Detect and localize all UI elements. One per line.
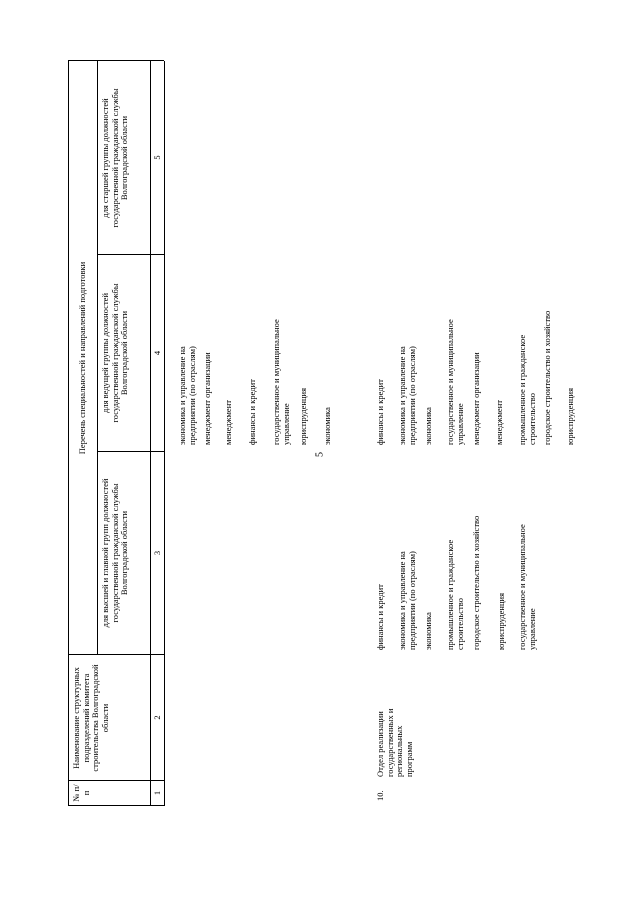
table-top-border (68, 61, 69, 806)
col-border-1-2 (68, 780, 164, 781)
row1-col4-item-5: государственное и муниципальное управление (271, 319, 291, 445)
numbering-col4: 4 (152, 350, 162, 356)
numbering-col5: 5 (152, 155, 162, 160)
header-group-title: Перечень специальностей и направлений подготовки (77, 261, 87, 455)
numbering-col2: 2 (152, 715, 162, 720)
numbering-bottom-line (164, 61, 165, 806)
row1-col4-item-4: финансы и кредит (247, 379, 257, 445)
row2-number: 10. (375, 790, 385, 801)
row1-col4-item-1: экономика и управление на предприятии (по отраслям) (177, 346, 197, 445)
row1-col4-item-6: юриспруденция (298, 388, 308, 445)
row2-col3-item-1: финансы и кредит (375, 584, 385, 650)
row2-col3-item-3: экономика (423, 612, 433, 650)
row2-col3-item-6: юриспруденция (496, 593, 506, 650)
row2-col3-item-5: городское строительство и хозяйство (471, 515, 481, 650)
row2-department-name: Отдел реализации государственных и региональных программ (375, 708, 414, 777)
row2-col4-item-3: экономика (423, 407, 433, 445)
row2-col4-item-5: менеджмент организации (471, 352, 481, 445)
col-border-right (68, 60, 164, 61)
row2-col3-item-7: государственное и муниципальное управление (517, 524, 537, 650)
row1-col4-item-7: экономика (322, 407, 332, 445)
header-col5: для старшей группы должностей государственной гражданской службы Волгоградской области (100, 88, 129, 228)
header-col4: для ведущей группы должностей государственной гражданской службы Волгоградской области (100, 283, 129, 423)
row2-col4-item-1: финансы и кредит (375, 379, 385, 445)
row1-col4-item-3: менеджмент (223, 400, 233, 445)
header-col2: Наименование структурных подразделений комитета строительства Волгоградской области (71, 664, 110, 772)
row2-col4-item-6: менеджмент (494, 400, 504, 445)
row2-col3-item-2: экономика и управление на предприятии (по отраслям) (397, 551, 417, 650)
col-border-2-3 (68, 654, 164, 655)
header-bottom-line (150, 61, 151, 806)
row2-col3-item-4: промышленное и гражданское строительство (445, 539, 465, 650)
row2-col4-item-2: экономика и управление на предприятии (по отраслям) (397, 346, 417, 445)
row2-col4-item-8: городское строительство и хозяйство (542, 310, 552, 445)
row2-col4-item-9: юриспруденция (565, 388, 575, 445)
page-number: 5 (314, 452, 326, 457)
col-border-left (68, 805, 164, 806)
row2-col4-item-4: государственное и муниципальное управление (445, 319, 465, 445)
numbering-col3: 3 (152, 550, 162, 556)
row2-col4-item-7: промышленное и гражданское строительство (517, 334, 537, 445)
numbering-col1: 1 (152, 790, 162, 796)
header-subgroup-line (97, 61, 98, 655)
header-col3: для высшей и главной групп должностей государственной гражданской службы Волгоградской области (100, 478, 129, 628)
row1-col4-item-2: менеджмент организации (202, 352, 212, 445)
header-col1: № п/п (71, 784, 91, 802)
